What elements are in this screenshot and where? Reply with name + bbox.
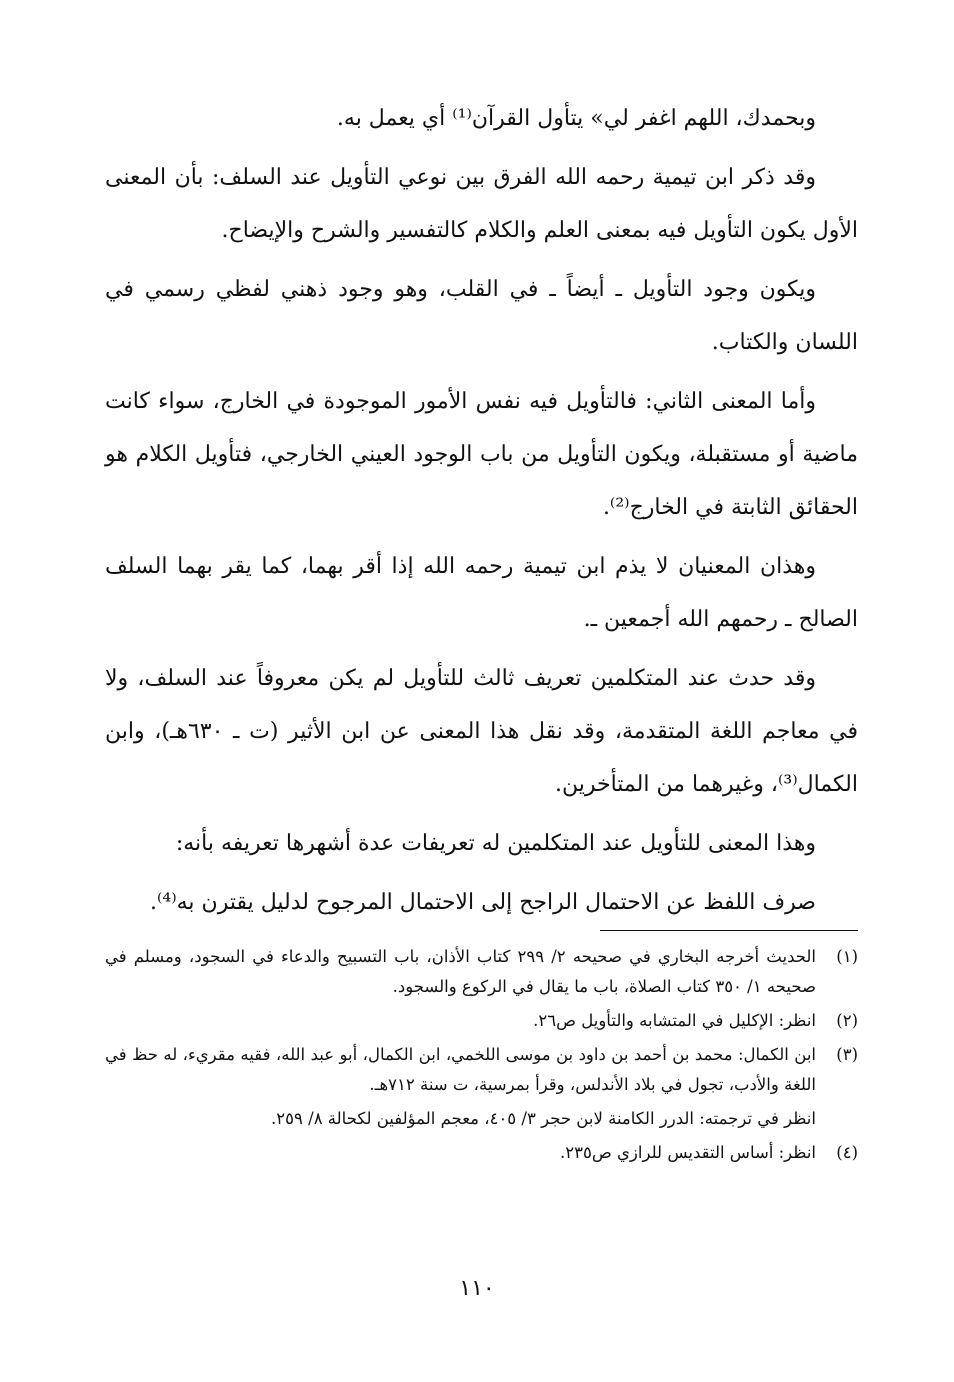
footnote-3-continuation: انظر في ترجمته: الدرر الكامنة لابن حجر ٣/ ٤٠٥، معجم المؤلفين لكحالة ٨/ ٢٥٩. <box>271 1109 816 1128</box>
footnote-3 <box>105 1040 858 1100</box>
footnotes <box>105 942 858 1172</box>
paragraph-8: صرف اللفظ عن الاحتمال الراجح إلى الاحتمال المرجوح لدليل يقترن به⁽⁴⁾. <box>149 890 816 915</box>
footnote-text: انظر: أساس التقديس للرازي ص٢٣٥. <box>559 1143 816 1162</box>
footnote-4 <box>105 1138 858 1168</box>
footnote-text: ابن الكمال: محمد بن أحمد بن داود بن موسى اللخمي، ابن الكمال، أبو عبد الله، فقيه مقريء، له حظ في اللغة والأدب، تجول في بلاد الأندلس، وقرأ بمرسية، ت سنة ٧١٢هـ. <box>105 1045 816 1094</box>
footnote-number: (٣) <box>836 1045 858 1064</box>
paragraph-1: وبحمدك، اللهم اغفر لي» يتأول القرآن⁽¹⁾ أي يعمل به. <box>336 106 816 131</box>
footnote-number: (٤) <box>836 1143 858 1162</box>
main-text <box>105 92 858 935</box>
paragraph-3: ويكون وجود التأويل ـ أيضاً ـ في القلب، وهو وجود ذهني لفظي رسمي في اللسان والكتاب. <box>105 277 858 355</box>
footnote-text: انظر: الإكليل في المتشابه والتأويل ص٢٦. <box>533 1011 816 1030</box>
paragraph-4: وأما المعنى الثاني: فالتأويل فيه نفس الأمور الموجودة في الخارج، سواء كانت ماضية أو مستقبلة، ويكون التأويل من باب الوجود العيني الخارجي، فتأويل الكلام هو الحقائق الثابتة في الخارج⁽²⁾. <box>105 389 858 520</box>
footnote-number: (١) <box>836 947 858 966</box>
footnote-text: الحديث أخرجه البخاري في صحيحه ٢/ ٢٩٩ كتاب الأذان، باب التسبيح والدعاء في السجود، ومسلم في صحيحه ١/ ٣٥٠ كتاب الصلاة، باب ما يقال في الركوع والسجود. <box>105 947 816 996</box>
footnote-2 <box>105 1006 858 1036</box>
paragraph-2: وقد ذكر ابن تيمية رحمه الله الفرق بين نوعي التأويل عند السلف: بأن المعنى الأول يكون التأويل فيه بمعنى العلم والكلام كالتفسير والشرح والإيضاح. <box>105 165 858 243</box>
page-number: ١١٠ <box>459 1276 495 1301</box>
paragraph-7: وهذا المعنى للتأويل عند المتكلمين له تعريفات عدة أشهرها تعريفه بأنه: <box>175 831 816 856</box>
footnote-1 <box>105 942 858 1002</box>
paragraph-5: وهذان المعنيان لا يذم ابن تيمية رحمه الله إذا أقر بهما، كما يقر بهما السلف الصالح ـ رحمهم الله أجمعين ـ. <box>105 554 858 632</box>
paragraph-6: وقد حدث عند المتكلمين تعريف ثالث للتأويل لم يكن معروفاً عند السلف، ولا في معاجم اللغة المتقدمة، وقد نقل هذا المعنى عن ابن الأثير (ت ـ ٦٣٠هـ)، وابن الكمال⁽³⁾، وغيرهما من المتأخرين. <box>105 666 858 797</box>
footnote-number: (٢) <box>836 1011 858 1030</box>
footnote-separator <box>600 930 858 931</box>
